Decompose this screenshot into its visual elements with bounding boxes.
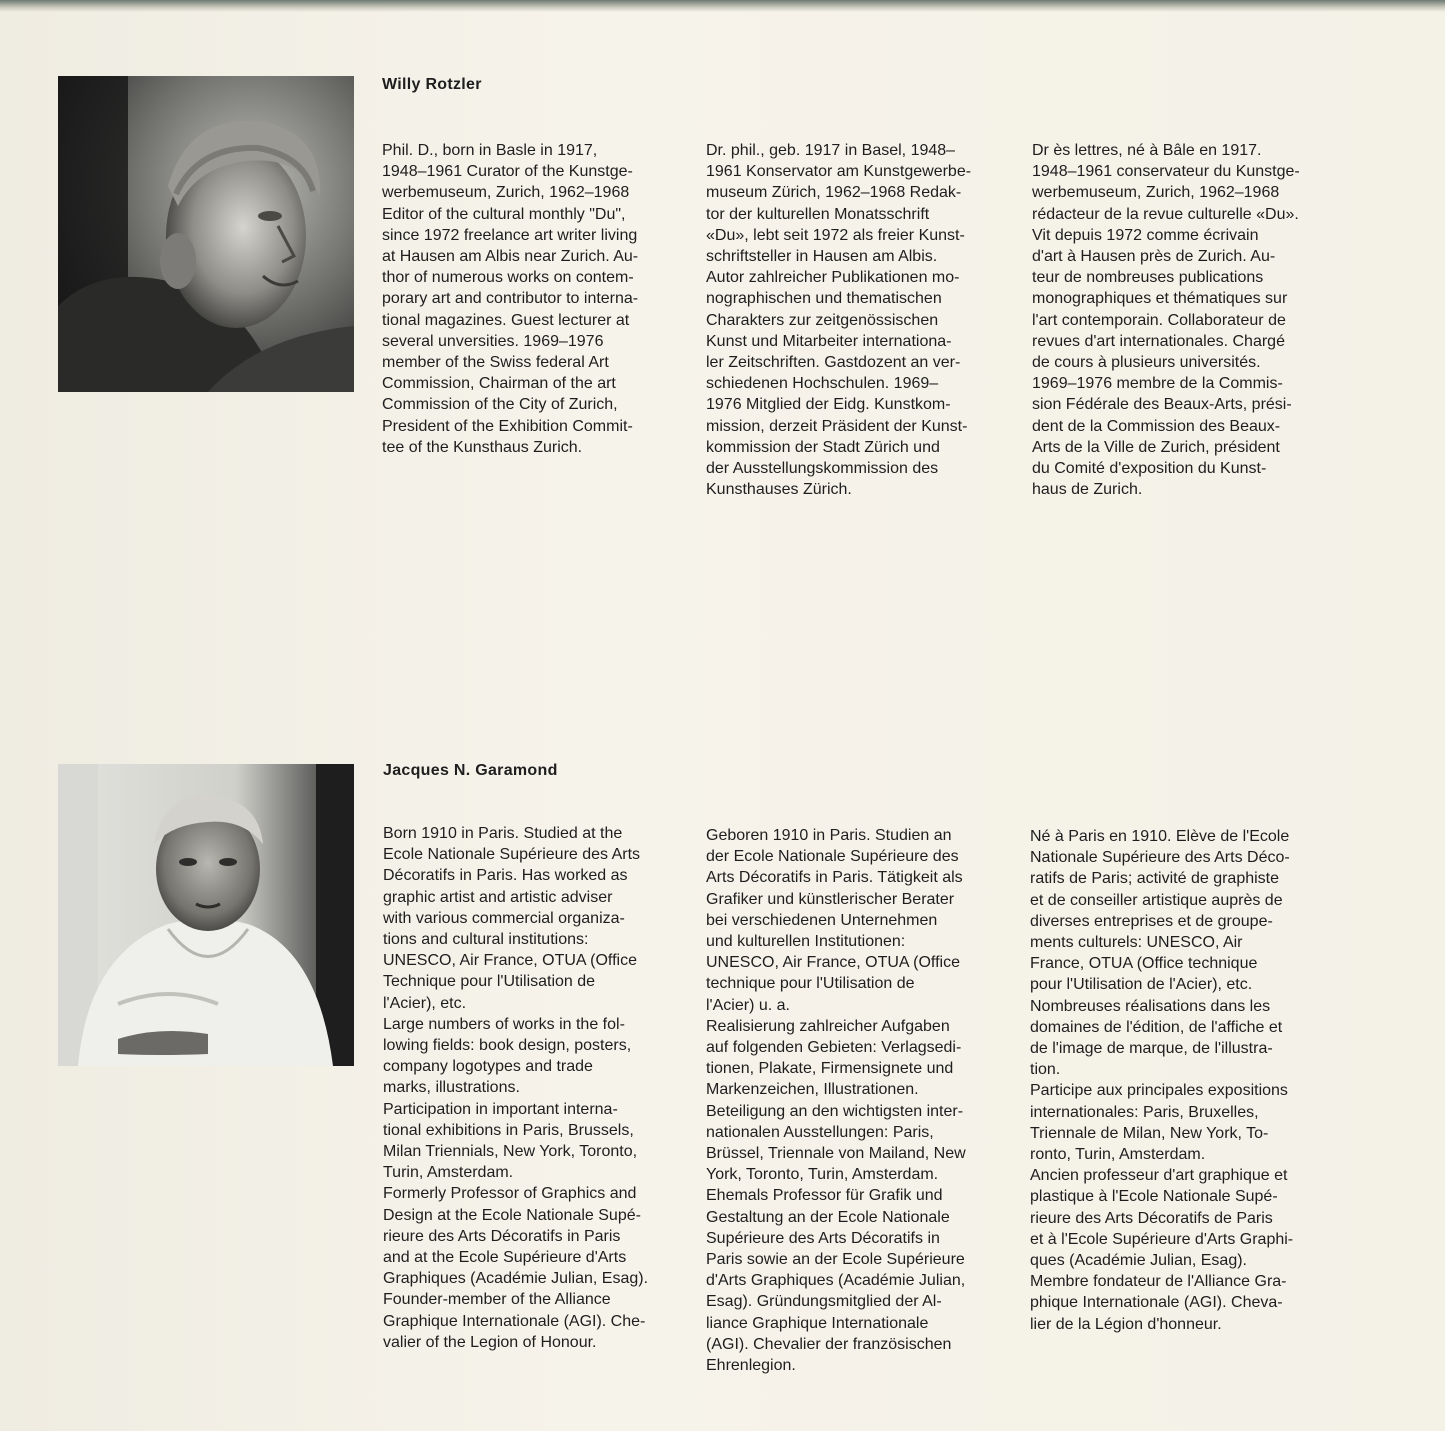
page-top-edge [0,0,1445,12]
bio-name-rotzler: Willy Rotzler [382,76,482,93]
portrait-photo-rotzler [58,76,354,392]
bio-text-english-garamond: Born 1910 in Paris. Studied at the Ecole Nationale Supérieure des Arts Décoratifs in Paris. Has worked as graphic artist and artistic adviser with various commercial organiza- tions and cultural institutions: UNESCO, Air France, OTUA (Office Technique pour l'Utilisation de l'Acier), etc. Large numbers of works in the fol- lowing fields: book design, posters, company logotypes and trade marks, illustrations. Participation in important interna- tional exhibitions in Paris, Brussels, Milan Triennials, New York, Toronto, Turin, Amsterdam. Formerly Professor of Graphics and Design at the Ecole Nationale Supé- rieure des Arts Décoratifs in Paris and at the Ecole Supérieure d'Arts Graphiques (Académie Julian, Esag). Founder-member of the Alliance Graphique Internationale (AGI). Che- valier of the Legion of Honour. [383,825,649,1351]
bio-text-french-rotzler: Dr ès lettres, né à Bâle en 1917. 1948–1961 conservateur du Kunstge- werbemuseum, Zurich, 1962–1968 rédacteur de la revue culturelle «Du». Vit depuis 1972 comme écrivain d'art à Hausen près de Zurich. Au- teur de nombreuses publications monographiques et thématiques sur l'art contemporain. Collaborateur de revues d'art internationales. Chargé de cours à plusieurs universités. 1969–1976 membre de la Commis- sion Fédérale des Beaux-Arts, prési- dent de la Commission des Beaux- Arts de la Ville de Zurich, président du Comité d'exposition du Kunst- haus de Zurich. [1032,142,1300,499]
bio-name-garamond: Jacques N. Garamond [383,762,558,779]
bio-text-german-rotzler: Dr. phil., geb. 1917 in Basel, 1948– 1961 Konservator am Kunstgewerbe- museum Zürich, 1962–1968 Redak- tor der kulturellen Monatsschrift «Du», lebt seit 1972 als freier Kunst- schriftsteller in Hausen am Albis. Autor zahlreicher Publikationen mo- nographischen und thematischen Charakters zur zeitgenössischen Kunst und Mitarbeiter internationa- ler Zeitschriften. Gastdozent an ver- schiedenen Hochschulen. 1969– 1976 Mitglied der Eidg. Kunstkom- mission, derzeit Präsident der Kunst- kommission der Stadt Zürich und der Ausstellungskommission des Kunsthauses Zürich. [706,142,972,499]
bio-text-german-garamond: Geboren 1910 in Paris. Studien an der Ecole Nationale Supérieure des Arts Décoratifs in Paris. Tätigkeit als Grafiker und künstlerischer Berater bei verschiedenen Unternehmen und kulturellen Institutionen: UNESCO, Air France, OTUA (Office technique pour l'Utilisation de l'Acier) u. a. Realisierung zahlreicher Aufgaben auf folgenden Gebieten: Verlagsedi- tionen, Plakate, Firmensignete und Markenzeichen, Illustrationen. Beteiligung an den wichtigsten inter- nationalen Ausstellungen: Paris, Brüssel, Triennale von Mailand, New York, Toronto, Turin, Amsterdam. Ehemals Professor für Grafik und Gestaltung an der Ecole Nationale Supérieure des Arts Décoratifs in Paris sowie an der Ecole Supérieure d'Arts Graphiques (Académie Julian, Esag). Gründungsmitglied der Al- liance Graphique Internationale (AGI). Chevalier der französischen Ehrenlegion. [706,827,966,1375]
bio-text-english-rotzler: Phil. D., born in Basle in 1917, 1948–1961 Curator of the Kunstge- werbemuseum, Zurich, 1962–1968 Editor of the cultural monthly "Du", since 1972 freelance art writer living at Hausen am Albis near Zurich. Au- thor of numerous works on contem- porary art and contributor to interna- tional magazines. Guest lecturer at several unversities. 1969–1976 member of the Swiss federal Art Commission, Chairman of the art Commission of the City of Zurich, President of the Exhibition Commit- tee of the Kunsthaus Zurich. [382,142,639,456]
bio-text-french-garamond: Né à Paris en 1910. Elève de l'Ecole Nationale Supérieure des Arts Déco- ratifs de Paris; activité de graphiste et de conseiller artistique auprès de diverses entreprises et de groupe- ments culturels: UNESCO, Air France, OTUA (Office technique pour l'Utilisation de l'Acier), etc. Nombreuses réalisations dans les domaines de l'édition, de l'affiche et de l'image de marque, de l'illustra- tion. Participe aux principales expositions internationales: Paris, Bruxelles, Triennale de Milan, New York, To- ronto, Turin, Amsterdam. Ancien professeur d'art graphique et plastique à l'Ecole Nationale Supé- rieure des Arts Décoratifs de Paris et à l'Ecole Supérieure d'Arts Graphi- ques (Académie Julian, Esag). Membre fondateur de l'Alliance Gra- phique Internationale (AGI). Cheva- lier de la Légion d'honneur. [1030,828,1294,1333]
portrait-photo-garamond [58,764,354,1066]
